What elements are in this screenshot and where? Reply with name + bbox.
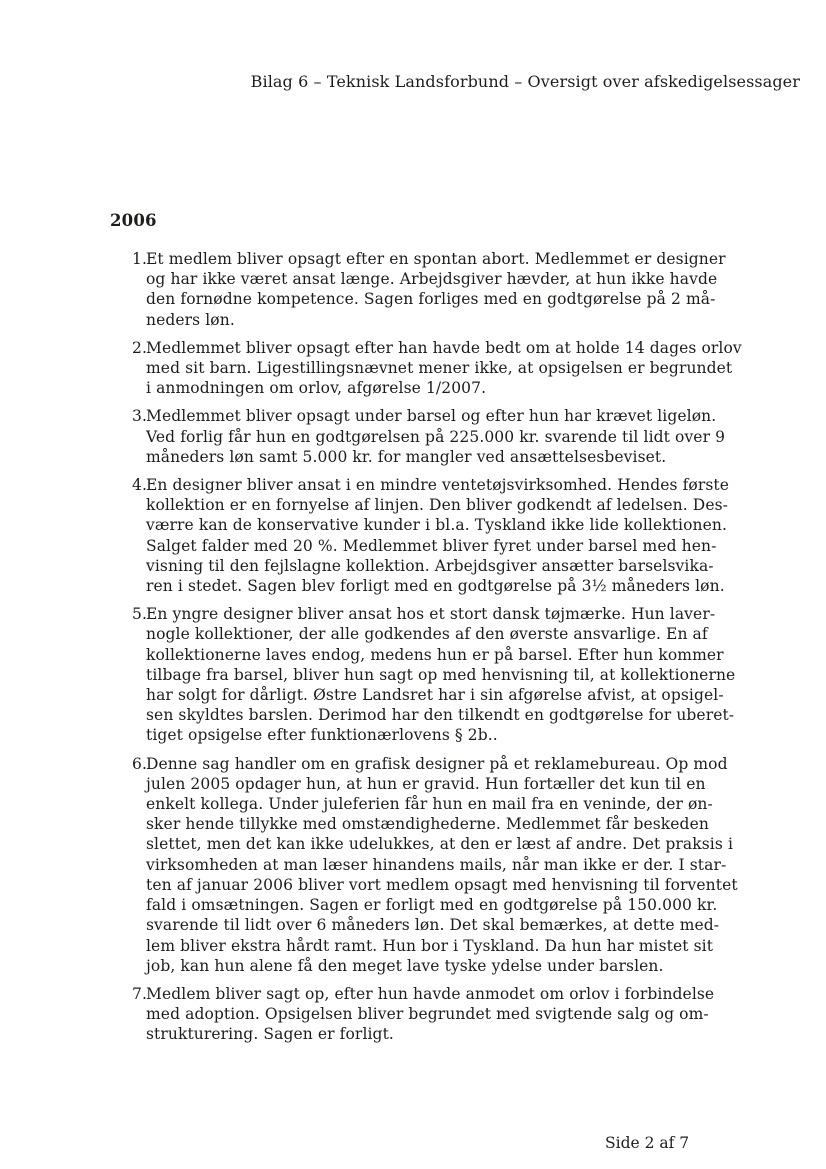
case-item <box>132 338 742 399</box>
case-line: tilbage fra barsel, bliver hun sagt op med henvisning til, at kollektionerne <box>146 665 736 684</box>
case-line: strukturering. Sagen er forligt. <box>146 1025 394 1044</box>
case-line: En designer bliver ansat i en mindre ventetøjsvirksomhed. Hendes første <box>146 476 730 495</box>
case-item <box>132 984 717 1045</box>
case-number: 5. <box>132 605 147 624</box>
case-number: 4. <box>132 476 147 495</box>
case-text <box>146 604 735 745</box>
case-text <box>146 754 738 976</box>
case-line: og har ikke været ansat længe. Arbejdsgiver hævder, at hun ikke havde <box>146 270 718 289</box>
case-line: Denne sag handler om en grafisk designer på et reklamebureau. Op mod <box>146 754 728 773</box>
case-item <box>132 406 726 467</box>
case-line: værre kan de konservative kunder i bl.a. Tyskland ikke lide kollektionen. <box>146 516 728 535</box>
case-line: virksomheden at man læser hinandens mails, når man ikke er der. I star- <box>146 855 727 874</box>
case-item <box>132 754 738 976</box>
case-text <box>146 406 725 467</box>
case-text <box>146 249 726 330</box>
case-line: lem bliver ekstra hårdt ramt. Hun bor i Tyskland. Da hun har mistet sit <box>146 936 714 955</box>
case-line: sker hende tillykke med omstændighederne. Medlemmet får beskeden <box>146 815 709 834</box>
case-line: job, kan hun alene få den meget lave tyske ydelse under barslen. <box>146 956 664 975</box>
case-item <box>132 249 726 330</box>
page-footer: Side 2 af 7 <box>605 1134 690 1152</box>
case-number: 2. <box>132 338 147 357</box>
case-number: 7. <box>132 984 147 1003</box>
case-line: tiget opsigelse efter funktionærlovens § 2b.. <box>146 726 498 745</box>
case-line: nogle kollektioner, der alle godkendes af den øverste ansvarlige. En af <box>146 625 708 644</box>
case-line: med adoption. Opsigelsen bliver begrundet med svigtende salg og om- <box>146 1005 709 1024</box>
case-line: ten af januar 2006 bliver vort medlem opsagt med henvisning til forventet <box>146 875 738 894</box>
case-line: En yngre designer bliver ansat hos et stort dansk tøjmærke. Hun laver- <box>146 605 716 624</box>
case-line: Et medlem bliver opsagt efter en spontan abort. Medlemmet er designer <box>146 250 726 268</box>
case-line: svarende til lidt over 6 måneders løn. Det skal bemærkes, at dette med- <box>146 916 720 935</box>
case-line: enkelt kollega. Under juleferien får hun en mail fra en veninde, der øn- <box>146 795 713 814</box>
case-line: kollektion er en fornyelse af linjen. Den bliver godkendt af ledelsen. Des- <box>146 496 728 515</box>
case-line: kollektionerne laves endog, medens hun er på barsel. Efter hun kommer <box>146 645 724 664</box>
case-line: neders løn. <box>146 310 235 329</box>
case-line: Medlemmet bliver opsagt under barsel og efter hun har krævet ligeløn. <box>146 407 717 426</box>
case-item <box>132 604 736 745</box>
case-line: fald i omsætningen. Sagen er forligt med en godtgørelse på 150.000 kr. <box>146 896 718 915</box>
case-line: har solgt for dårligt. Østre Landsret har i sin afgørelse afvist, at opsigel- <box>146 686 724 705</box>
case-line: ren i stedet. Sagen blev forligt med en godtgørelse på 3½ måneders løn. <box>146 577 725 596</box>
case-line: julen 2005 opdager hun, at hun er gravid. Hun fortæller det kun til en <box>146 774 706 793</box>
case-line: Medlemmet bliver opsagt efter han havde bedt om at holde 14 dages orlov <box>146 338 742 357</box>
case-text <box>146 984 717 1045</box>
case-line: med sit barn. Ligestillingsnævnet mener ikke, at opsigelsen er begrundet <box>146 359 733 378</box>
case-line: måneders løn samt 5.000 kr. for mangler ved ansættelsesbeviset. <box>146 447 667 466</box>
case-line: visning til den fejlslagne kollektion. Arbejdsgiver ansætter barselsvika- <box>146 556 714 575</box>
case-line: Ved forlig får hun en godtgørelsen på 225.000 kr. svarende til lidt over 9 <box>146 427 726 446</box>
case-item <box>132 475 730 596</box>
case-list <box>132 249 742 1053</box>
case-text <box>146 338 742 399</box>
page-header: Bilag 6 – Teknisk Landsforbund – Oversigt over afskedigelsessager <box>250 72 800 91</box>
case-line: i anmodningen om orlov, afgørelse 1/2007. <box>146 379 487 398</box>
case-line: Medlem bliver sagt op, efter hun havde anmodet om orlov i forbindelse <box>146 984 715 1003</box>
case-number: 1. <box>132 250 147 268</box>
case-line: slettet, men det kan ikke udelukkes, at den er læst af andre. Det praksis i <box>146 835 734 854</box>
case-line: den fornødne kompetence. Sagen forliges med en godtgørelse på 2 må- <box>146 290 716 309</box>
case-number: 3. <box>132 407 147 426</box>
year-heading: 2006 <box>110 211 157 230</box>
case-number: 6. <box>132 754 147 773</box>
case-line: sen skyldtes barslen. Derimod har den tilkendt en godtgørelse for uberet- <box>146 706 735 725</box>
case-line: Salget falder med 20 %. Medlemmet bliver fyret under barsel med hen- <box>146 536 717 555</box>
case-text <box>146 475 729 596</box>
